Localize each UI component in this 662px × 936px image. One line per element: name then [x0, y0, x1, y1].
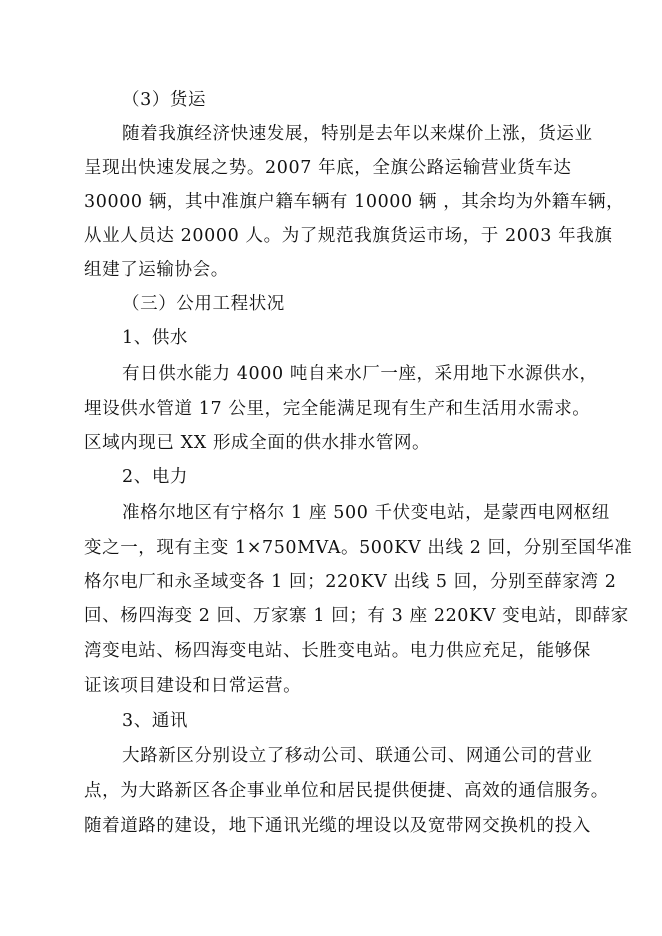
paragraph-line: 区域内现已 XX 形成全面的供水排水管网。 [84, 433, 431, 453]
paragraph-line: 回、杨四海变 2 回、万家寨 1 回；有 3 座 220KV 变电站，即薛家 [84, 606, 629, 626]
section-heading-water: 1、供水 [122, 328, 189, 348]
section-heading-telecom: 3、通讯 [122, 711, 189, 731]
paragraph-line: 随着我旗经济快速发展，特别是去年以来煤价上涨，货运业 [122, 124, 593, 144]
paragraph-line: 埋设供水管道 17 公里，完全能满足现有生产和生活用水需求。 [84, 399, 591, 419]
paragraph-line: 大路新区分别设立了移动公司、联通公司、网通公司的营业 [122, 746, 593, 766]
paragraph-line: 准格尔地区有宁格尔 1 座 500 千伏变电站，是蒙西电网枢纽 [122, 503, 610, 523]
section-heading-freight: （3）货运 [122, 90, 207, 110]
section-heading-power: 2、电力 [122, 467, 189, 487]
paragraph-line: 湾变电站、杨四海变电站、长胜变电站。电力供应充足，能够保 [84, 641, 591, 661]
paragraph-line: 点，为大路新区各企事业单位和居民提供便捷、高效的通信服务。 [84, 781, 609, 801]
paragraph-line: 30000 辆，其中准旗户籍车辆有 10000 辆 ，其余均为外籍车辆， [84, 192, 625, 212]
paragraph-line: 证该项目建设和日常运营。 [84, 676, 302, 696]
paragraph-line: 组建了运输协会。 [84, 260, 229, 280]
paragraph-line: 有日供水能力 4000 吨自来水厂一座，采用地下水源供水， [122, 364, 598, 384]
paragraph-line: 从业人员达 20000 人。为了规范我旗货运市场，于 2003 年我旗 [84, 226, 613, 246]
paragraph-line: 随着道路的建设，地下通讯光缆的埋设以及宽带网交换机的投入 [84, 816, 591, 836]
section-heading-utilities: （三）公用工程状况 [122, 294, 285, 314]
paragraph-line: 格尔电厂和永圣域变各 1 回；220KV 出线 5 回，分别至薛家湾 2 [84, 572, 617, 592]
paragraph-line: 变之一，现有主变 1×750MVA。500KV 出线 2 回，分别至国华准 [84, 538, 633, 558]
paragraph-line: 呈现出快速发展之势。2007 年底，全旗公路运输营业货车达 [84, 158, 572, 178]
